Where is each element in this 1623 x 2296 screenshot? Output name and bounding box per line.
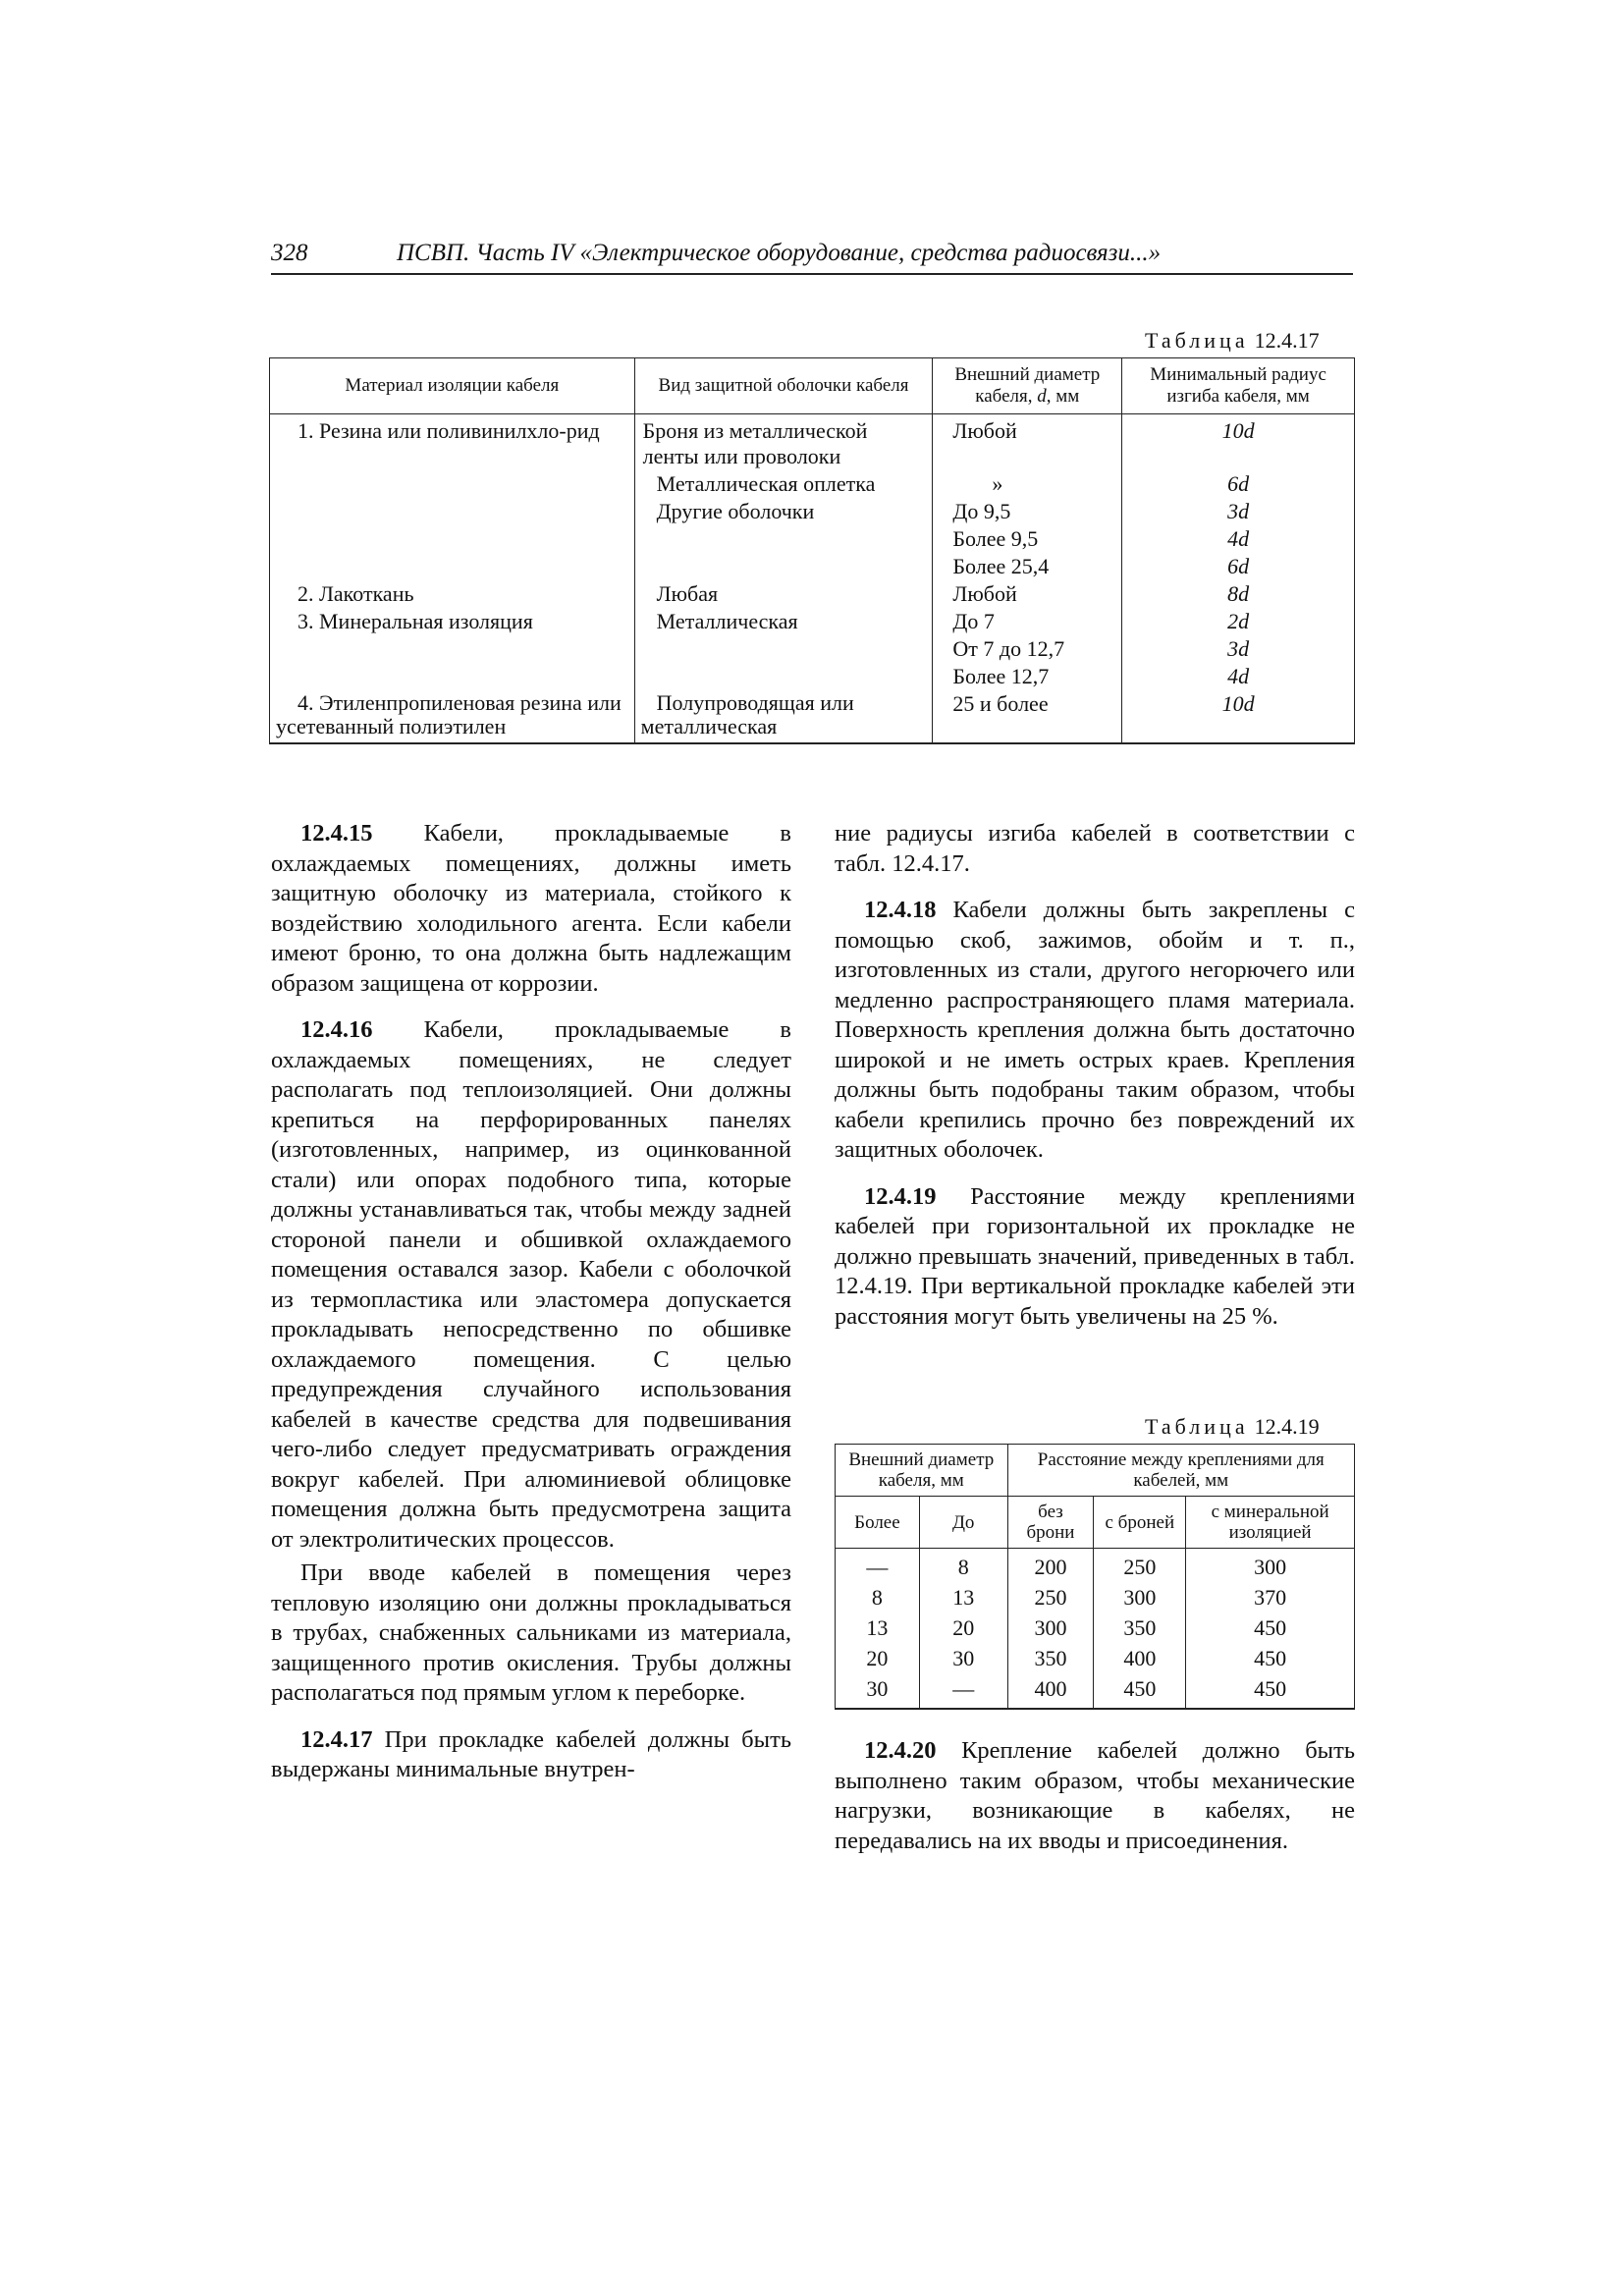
table-cell: Любая [634,580,933,608]
table-cell: Более 25,4 [933,553,1122,580]
table-cell: 3d [1122,635,1355,663]
table-cell: 13 [919,1582,1007,1613]
caption-word: Таблица [1145,328,1249,353]
header-cell: Расстояние между креплениями для кабелей, мм [1007,1445,1354,1497]
clause-number: 12.4.18 [864,897,937,923]
header-cell: Более [836,1497,920,1549]
header-cell: с броней [1094,1497,1186,1549]
paragraph-text: Кабели, прокладываемые в охлаждаемых помещениях, не следует располагать под теплоизоляцией. Они должны крепиться на перфорированных панелях (изготовленных, например, из оцинкованной стали) или опорах подобного типа, которые должны устанавливаться так, чтобы между задней стороной панели и обшивкой охлаждаемого помещения оставался зазор. Кабели с оболочкой из термопластика или эластомера допускается прокладывать непосредственно по обшивке охлаждаемого помещения. С целью предупреждения случайного использования кабелей в качестве средства для подвешивания чего-либо следует предусматривать ограждения вокруг кабелей. При алюминиевой облицовке помещения должна быть предусмотрена защита от электролитических процессов. [271,1016,791,1553]
table-cell: 4d [1122,663,1355,690]
paragraph-text: ние радиусы изгиба кабелей в соответствии с табл. 12.4.17. [835,820,1355,877]
table-cell: Любой [933,414,1122,471]
table-cell [634,525,933,553]
table-cell: 20 [836,1643,920,1673]
table-cell: 3d [1122,498,1355,525]
page-header [271,236,1353,275]
table-cell [270,663,635,690]
table-cell: 10d [1122,414,1355,471]
header-cell: Материал изоляции кабеля [270,358,635,414]
header-cell: с минеральной изоляцией [1186,1497,1355,1549]
table-cell: Броня из металлической ленты или проволоки [634,414,933,471]
table-cell: 6d [1122,470,1355,498]
table-cell: 450 [1186,1613,1355,1643]
table-cell: 8 [919,1549,1007,1583]
table-cell: 25 и более [933,690,1122,743]
table-cell: 8 [836,1582,920,1613]
table-row [836,1643,1355,1673]
right-column-top [835,819,1355,1348]
clause-number: 12.4.17 [300,1725,373,1753]
caption-number: 12.4.19 [1254,1414,1320,1439]
table-header-row [836,1445,1355,1497]
header-cell: Минимальный радиус изгиба кабеля, мм [1122,358,1355,414]
caption-word: Таблица [1145,1414,1249,1439]
table-cell: Любой [933,580,1122,608]
table-cell: 450 [1094,1673,1186,1709]
table-cell [270,470,635,498]
table-row [270,498,1355,525]
table-row [836,1613,1355,1643]
table-cell: 2. Лакоткань [270,580,635,608]
paragraph-12-4-17 [271,1725,791,1785]
table-row [270,525,1355,553]
paragraph-text: Расстояние между креплениями кабелей при горизонтальной их прокладке не должно превышать значений, приведенных в табл. 12.4.19. При вертикальной прокладке кабелей эти расстояния могут быть увеличены на 25 %. [835,1182,1355,1330]
table-cell: Другие оболочки [634,498,933,525]
table-cell [270,553,635,580]
paragraph-text: При вводе кабелей в помещения через тепловую изоляцию они должны прокладываться в трубах, снабженных сальниками из материала, защищенного против окисления. Трубы должны располагаться под прямым углом к переборке. [271,1559,791,1706]
table-cell: Более 9,5 [933,525,1122,553]
clause-number: 12.4.16 [300,1016,373,1043]
table-row [270,608,1355,635]
header-cell: До [919,1497,1007,1549]
table-cell [270,498,635,525]
table-cell: 450 [1186,1643,1355,1673]
table-cell: 250 [1007,1582,1094,1613]
table-cell [270,525,635,553]
table-row [836,1549,1355,1583]
table-header-row [270,358,1355,414]
table-subheader-row [836,1497,1355,1549]
paragraph-text: Кабели, прокладываемые в охлаждаемых помещениях, должны иметь защитную оболочку из материала, стойкого к воздействию холодильного агента. Если кабели имеют броню, то она должна быть надлежащим образом защищена от коррозии. [271,820,791,997]
table-cell: 4d [1122,525,1355,553]
header-cell: Внешний диаметр кабеля, d, мм [933,358,1122,414]
table-cell [634,553,933,580]
caption-number: 12.4.17 [1254,328,1320,353]
table-row [270,580,1355,608]
table-cell [634,663,933,690]
header-cell: без брони [1007,1497,1094,1549]
paragraph-text: Кабели должны быть закреплены с помощью скоб, зажимов, обойм и т. п., изготовленных из стали, другого негорючего или медленно распространяющего пламя материала. Поверхность крепления должна быть достаточно широкой и не иметь острых краев. Крепления должны быть подобраны таким образом, чтобы кабели крепились прочно без повреждений их защитных оболочек. [835,897,1355,1163]
header-cell: Внешний диаметр кабеля, мм [836,1445,1008,1497]
table-cell: 30 [836,1673,920,1709]
header-cell: Вид защитной оболочки кабеля [634,358,933,414]
table-cell [634,635,933,663]
table-row [270,635,1355,663]
table-cell: — [919,1673,1007,1709]
left-column [271,819,791,1802]
table-cell: 20 [919,1613,1007,1643]
table-row [836,1673,1355,1709]
table-cell: 400 [1007,1673,1094,1709]
page-number: 328 [271,240,308,266]
table-cell: 350 [1007,1643,1094,1673]
table-cell: 8d [1122,580,1355,608]
table-cell: 6d [1122,553,1355,580]
table-12-4-19 [835,1444,1355,1710]
table-cell: 370 [1186,1582,1355,1613]
table-cell: » [933,470,1122,498]
table-cell: 400 [1094,1643,1186,1673]
table-cell: — [836,1549,920,1583]
paragraph-text: Крепление кабелей должно быть выполнено таким образом, чтобы механические нагрузки, возникающие в кабелях, не передавались на их вводы и присоединения. [835,1737,1355,1854]
table-cell: 1. Резина или поливинилхло-рид [270,414,635,471]
paragraph-text: При прокладке кабелей должны быть выдержаны минимальные внутрен- [271,1725,791,1782]
table-12-4-17-caption [1145,328,1320,354]
table-cell: Полупроводящая или металлическая [634,690,933,743]
table-row [270,414,1355,471]
clause-number: 12.4.15 [300,820,373,847]
table-row [270,690,1355,743]
table-cell: 350 [1094,1613,1186,1643]
table-cell: 300 [1094,1582,1186,1613]
table-cell: Более 12,7 [933,663,1122,690]
table-row [270,663,1355,690]
table-cell: 30 [919,1643,1007,1673]
table-cell: Металлическая [634,608,933,635]
paragraph-12-4-17-continued [835,819,1355,879]
clause-number: 12.4.19 [864,1182,937,1210]
paragraph-12-4-19 [835,1182,1355,1333]
table-cell: 3. Минеральная изоляция [270,608,635,635]
table-cell: 200 [1007,1549,1094,1583]
table-cell: 4. Этиленпропиленовая резина или усетеванный полиэтилен [270,690,635,743]
table-row [270,470,1355,498]
paragraph-12-4-20 [835,1736,1355,1856]
table-cell: До 9,5 [933,498,1122,525]
right-column-bottom [835,1736,1355,1873]
table-cell: 13 [836,1613,920,1643]
table-cell: От 7 до 12,7 [933,635,1122,663]
table-cell: 10d [1122,690,1355,743]
table-cell: 300 [1007,1613,1094,1643]
table-cell: 300 [1186,1549,1355,1583]
paragraph-12-4-18 [835,896,1355,1166]
table-12-4-19-caption [1145,1414,1320,1440]
table-12-4-17 [269,357,1355,744]
paragraph-12-4-16-b [271,1558,791,1709]
table-cell: До 7 [933,608,1122,635]
clause-number: 12.4.20 [864,1737,937,1764]
table-row [270,553,1355,580]
paragraph-12-4-16 [271,1015,791,1555]
table-cell: Металлическая оплетка [634,470,933,498]
table-row [836,1582,1355,1613]
table-cell: 250 [1094,1549,1186,1583]
table-cell [270,635,635,663]
running-head: ПСВП. Часть IV «Электрическое оборудование, средства радиосвязи...» [397,240,1162,266]
table-cell: 450 [1186,1673,1355,1709]
paragraph-12-4-15 [271,819,791,999]
table-cell: 2d [1122,608,1355,635]
